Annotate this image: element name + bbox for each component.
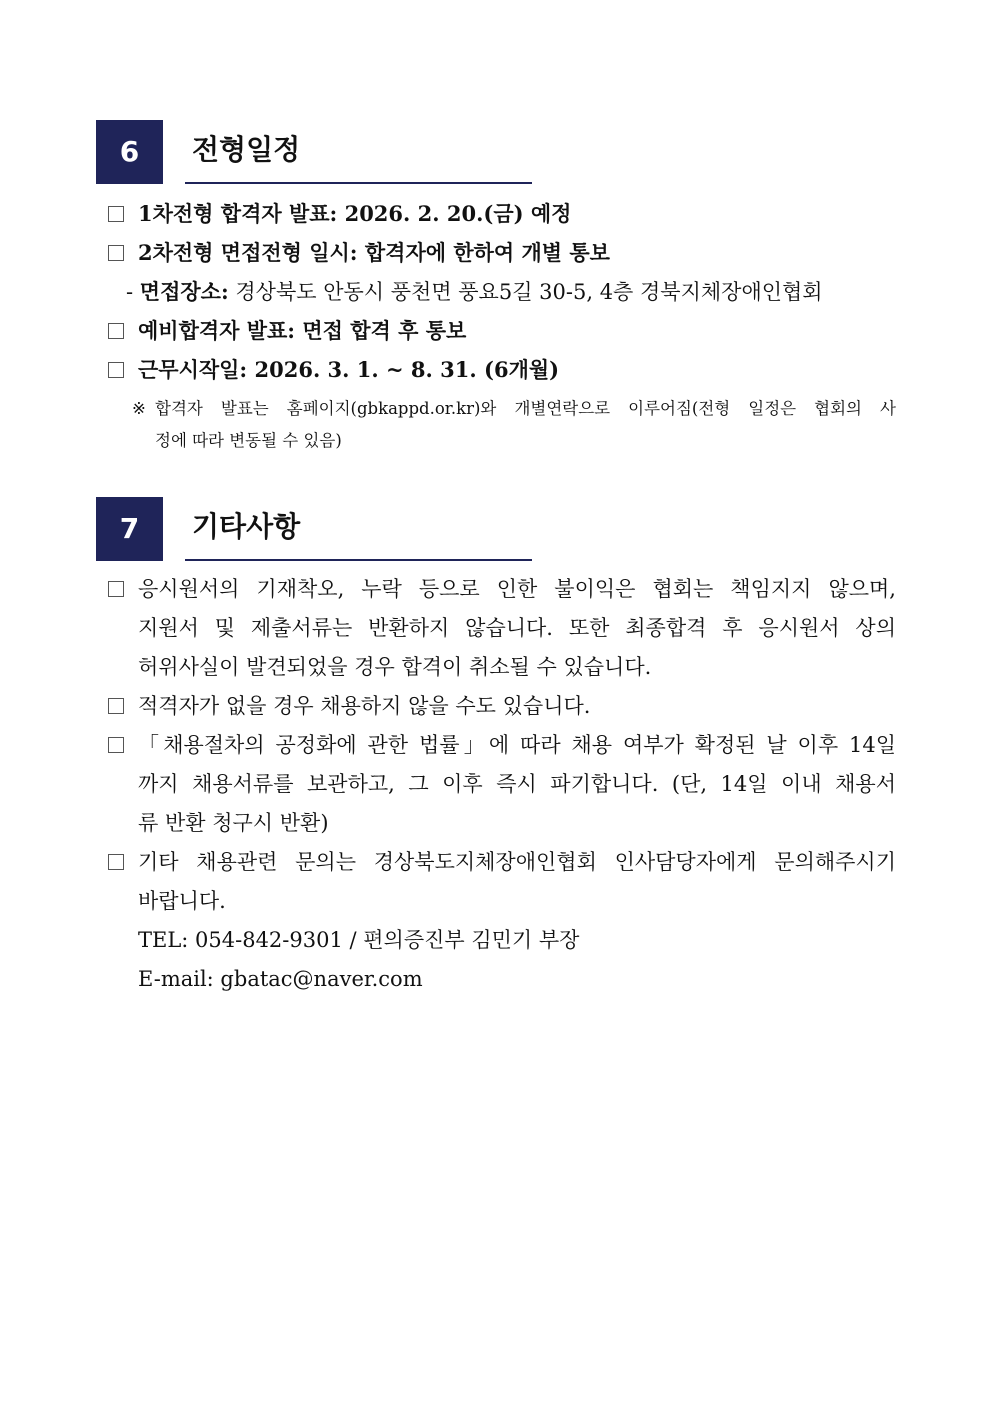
misc-item-2: 적격자가 없을 경우 채용하지 않을 수도 있습니다. [138, 694, 591, 718]
schedule-first-round: 1차전형 합격자 발표: 2026. 2. 20.(금) 예정 [138, 201, 572, 226]
section-6-title: 전형일정 [192, 133, 301, 166]
misc-item-4-line-1: 기타 채용관련 문의는 경상북도지체장애인협회 인사담당자에게 문의해주시기 [138, 850, 896, 874]
checkbox-glyph-icon [108, 854, 124, 870]
misc-item-4-line-2: 바랍니다. [138, 889, 226, 913]
section-6-header [96, 120, 536, 184]
interview-location-label: 면접장소: [139, 279, 229, 304]
checkbox-glyph-icon [108, 206, 124, 222]
schedule-work-start: 근무시작일: 2026. 3. 1. ~ 8. 31. (6개월) [138, 357, 560, 382]
note-line-2: 정에 따라 변동될 수 있음) [155, 431, 342, 450]
section-7-header [96, 497, 536, 561]
checkbox-glyph-icon [108, 362, 124, 378]
section-7-underline [185, 559, 532, 561]
misc-item-3-line-1: 「채용절차의 공정화에 관한 법률」에 따라 채용 여부가 확정된 날 이후 14일 [138, 733, 896, 757]
section-6-underline [185, 182, 532, 184]
checkbox-glyph-icon [108, 323, 124, 339]
misc-item-1-line-2: 지원서 및 제출서류는 반환하지 않습니다. 또한 최종합격 후 응시원서 상의 [138, 616, 896, 640]
contact-tel: TEL: 054-842-9301 / 편의증진부 김민기 부장 [138, 928, 580, 952]
misc-item-1-line-3: 허위사실이 발견되었을 경우 합격이 취소될 수 있습니다. [138, 655, 652, 679]
note-mark: ※ [132, 399, 146, 418]
misc-item-3-line-3: 류 반환 청구시 반환) [138, 811, 329, 835]
note-line-1: 합격자 발표는 홈페이지(gbkappd.or.kr)와 개별연락으로 이루어짐(전형 일정은 협회의 사 [155, 399, 896, 418]
section-7-title: 기타사항 [192, 510, 301, 543]
checkbox-glyph-icon [108, 581, 124, 597]
schedule-second-round: 2차전형 면접전형 일시: 합격자에 한하여 개별 통보 [138, 240, 610, 265]
contact-email: E-mail: gbatac@naver.com [138, 967, 423, 991]
schedule-reserve-announcement: 예비합격자 발표: 면접 합격 후 통보 [138, 318, 467, 343]
section-6-number: 6 [96, 120, 163, 184]
section-7-number: 7 [96, 497, 163, 561]
misc-item-1-line-1: 응시원서의 기재착오, 누락 등으로 인한 불이익은 협회는 책임지지 않으며, [138, 577, 896, 601]
checkbox-glyph-icon [108, 245, 124, 261]
checkbox-glyph-icon [108, 698, 124, 714]
interview-location-dash: - [126, 280, 134, 304]
misc-item-3-line-2: 까지 채용서류를 보관하고, 그 이후 즉시 파기합니다. (단, 14일 이내 채용서 [138, 772, 896, 796]
interview-location-value: 경상북도 안동시 풍천면 풍요5길 30-5, 4층 경북지체장애인협회 [235, 280, 823, 304]
checkbox-glyph-icon [108, 737, 124, 753]
interview-location [126, 277, 823, 307]
